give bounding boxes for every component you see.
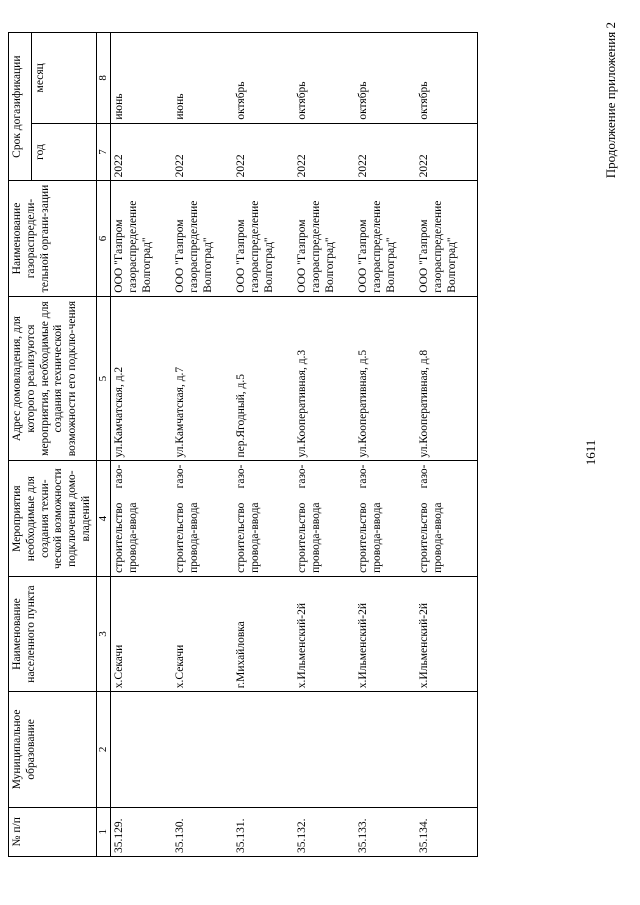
row-address: ул.Камчатская, д.7 <box>172 296 233 461</box>
row-settlement: х.Ильменский-2й <box>294 576 355 691</box>
row-month: июнь <box>172 33 233 124</box>
row-year: 2022 <box>172 123 233 181</box>
row-year: 2022 <box>355 123 416 181</box>
header-municipality: Муниципальное образование <box>9 692 97 807</box>
row-organization: ООО "Газпром газораспределение Волгоград" <box>294 181 355 296</box>
row-year: 2022 <box>233 123 294 181</box>
header-settlement: Наименование населенного пункта <box>9 576 97 691</box>
continuation-note: Продолжение приложения 2 <box>603 22 618 179</box>
gasification-table-wrapper <box>8 32 588 857</box>
row-measures: строительство газо-провода-ввода <box>355 461 416 576</box>
page-number: 1611 <box>583 439 598 466</box>
row-municipality <box>172 692 233 807</box>
row-settlement: х.Ильменский-2й <box>355 576 416 691</box>
row-settlement: х.Секачи <box>172 576 233 691</box>
row-month: октябрь <box>355 33 416 124</box>
row-address: ул.Кооперативная, д.5 <box>355 296 416 461</box>
column-number: 5 <box>96 296 110 461</box>
row-municipality <box>294 692 355 807</box>
row-year: 2022 <box>110 123 172 181</box>
row-number: 35.131. <box>233 807 294 856</box>
header-year: год <box>31 123 96 181</box>
row-organization: ООО "Газпром газораспределение Волгоград" <box>110 181 172 296</box>
header-deadline: Срок догазификации <box>9 33 32 181</box>
column-number: 1 <box>96 807 110 856</box>
row-number: 35.130. <box>172 807 233 856</box>
header-organization: Наименование газораспредели-тельной органи-зации <box>9 181 97 296</box>
row-address: ул.Кооперативная, д.3 <box>294 296 355 461</box>
row-measures: строительство газо-провода-ввода <box>294 461 355 576</box>
row-municipality <box>416 692 478 807</box>
row-month: октябрь <box>233 33 294 124</box>
row-number: 35.132. <box>294 807 355 856</box>
row-municipality <box>233 692 294 807</box>
table-row <box>416 33 478 857</box>
row-municipality <box>355 692 416 807</box>
row-measures: строительство газо-провода-ввода <box>172 461 233 576</box>
row-organization: ООО "Газпром газораспределение Волгоград" <box>416 181 478 296</box>
row-organization: ООО "Газпром газораспределение Волгоград" <box>233 181 294 296</box>
table-row <box>294 33 355 857</box>
row-measures: строительство газо-провода-ввода <box>233 461 294 576</box>
row-settlement: х.Секачи <box>110 576 172 691</box>
column-number: 7 <box>96 123 110 181</box>
column-number: 2 <box>96 692 110 807</box>
row-year: 2022 <box>416 123 478 181</box>
table-row <box>233 33 294 857</box>
row-number: 35.133. <box>355 807 416 856</box>
column-number: 8 <box>96 33 110 124</box>
row-year: 2022 <box>294 123 355 181</box>
header-number: № п/п <box>9 807 97 856</box>
table-row <box>172 33 233 857</box>
row-month: июнь <box>110 33 172 124</box>
row-settlement: г.Михайловка <box>233 576 294 691</box>
row-measures: строительство газо-провода-ввода <box>416 461 478 576</box>
table-row <box>110 33 172 857</box>
row-address: ул.Кооперативная, д.8 <box>416 296 478 461</box>
row-settlement: х.Ильменский-2й <box>416 576 478 691</box>
column-number: 6 <box>96 181 110 296</box>
gasification-table <box>8 32 478 857</box>
row-measures: строительство газо-провода-ввода <box>110 461 172 576</box>
header-row <box>9 33 32 857</box>
table-row <box>355 33 416 857</box>
column-number-row <box>96 33 110 857</box>
row-month: октябрь <box>294 33 355 124</box>
row-municipality <box>110 692 172 807</box>
header-measures: Мероприятия необходимые для создания техни-ческой возможности подключения домо-владений <box>9 461 97 576</box>
row-address: ул.Камчатская, д.2 <box>110 296 172 461</box>
header-address: Адрес домовладения, для которого реализуются мероприятия, необходимые для создания технической возможности его подклю-чения <box>9 296 97 461</box>
row-organization: ООО "Газпром газораспределение Волгоград" <box>172 181 233 296</box>
row-address: пер.Ягодный, д.5 <box>233 296 294 461</box>
row-number: 35.134. <box>416 807 478 856</box>
header-month: месяц <box>31 33 96 124</box>
row-organization: ООО "Газпром газораспределение Волгоград" <box>355 181 416 296</box>
column-number: 3 <box>96 576 110 691</box>
column-number: 4 <box>96 461 110 576</box>
row-number: 35.129. <box>110 807 172 856</box>
row-month: октябрь <box>416 33 478 124</box>
